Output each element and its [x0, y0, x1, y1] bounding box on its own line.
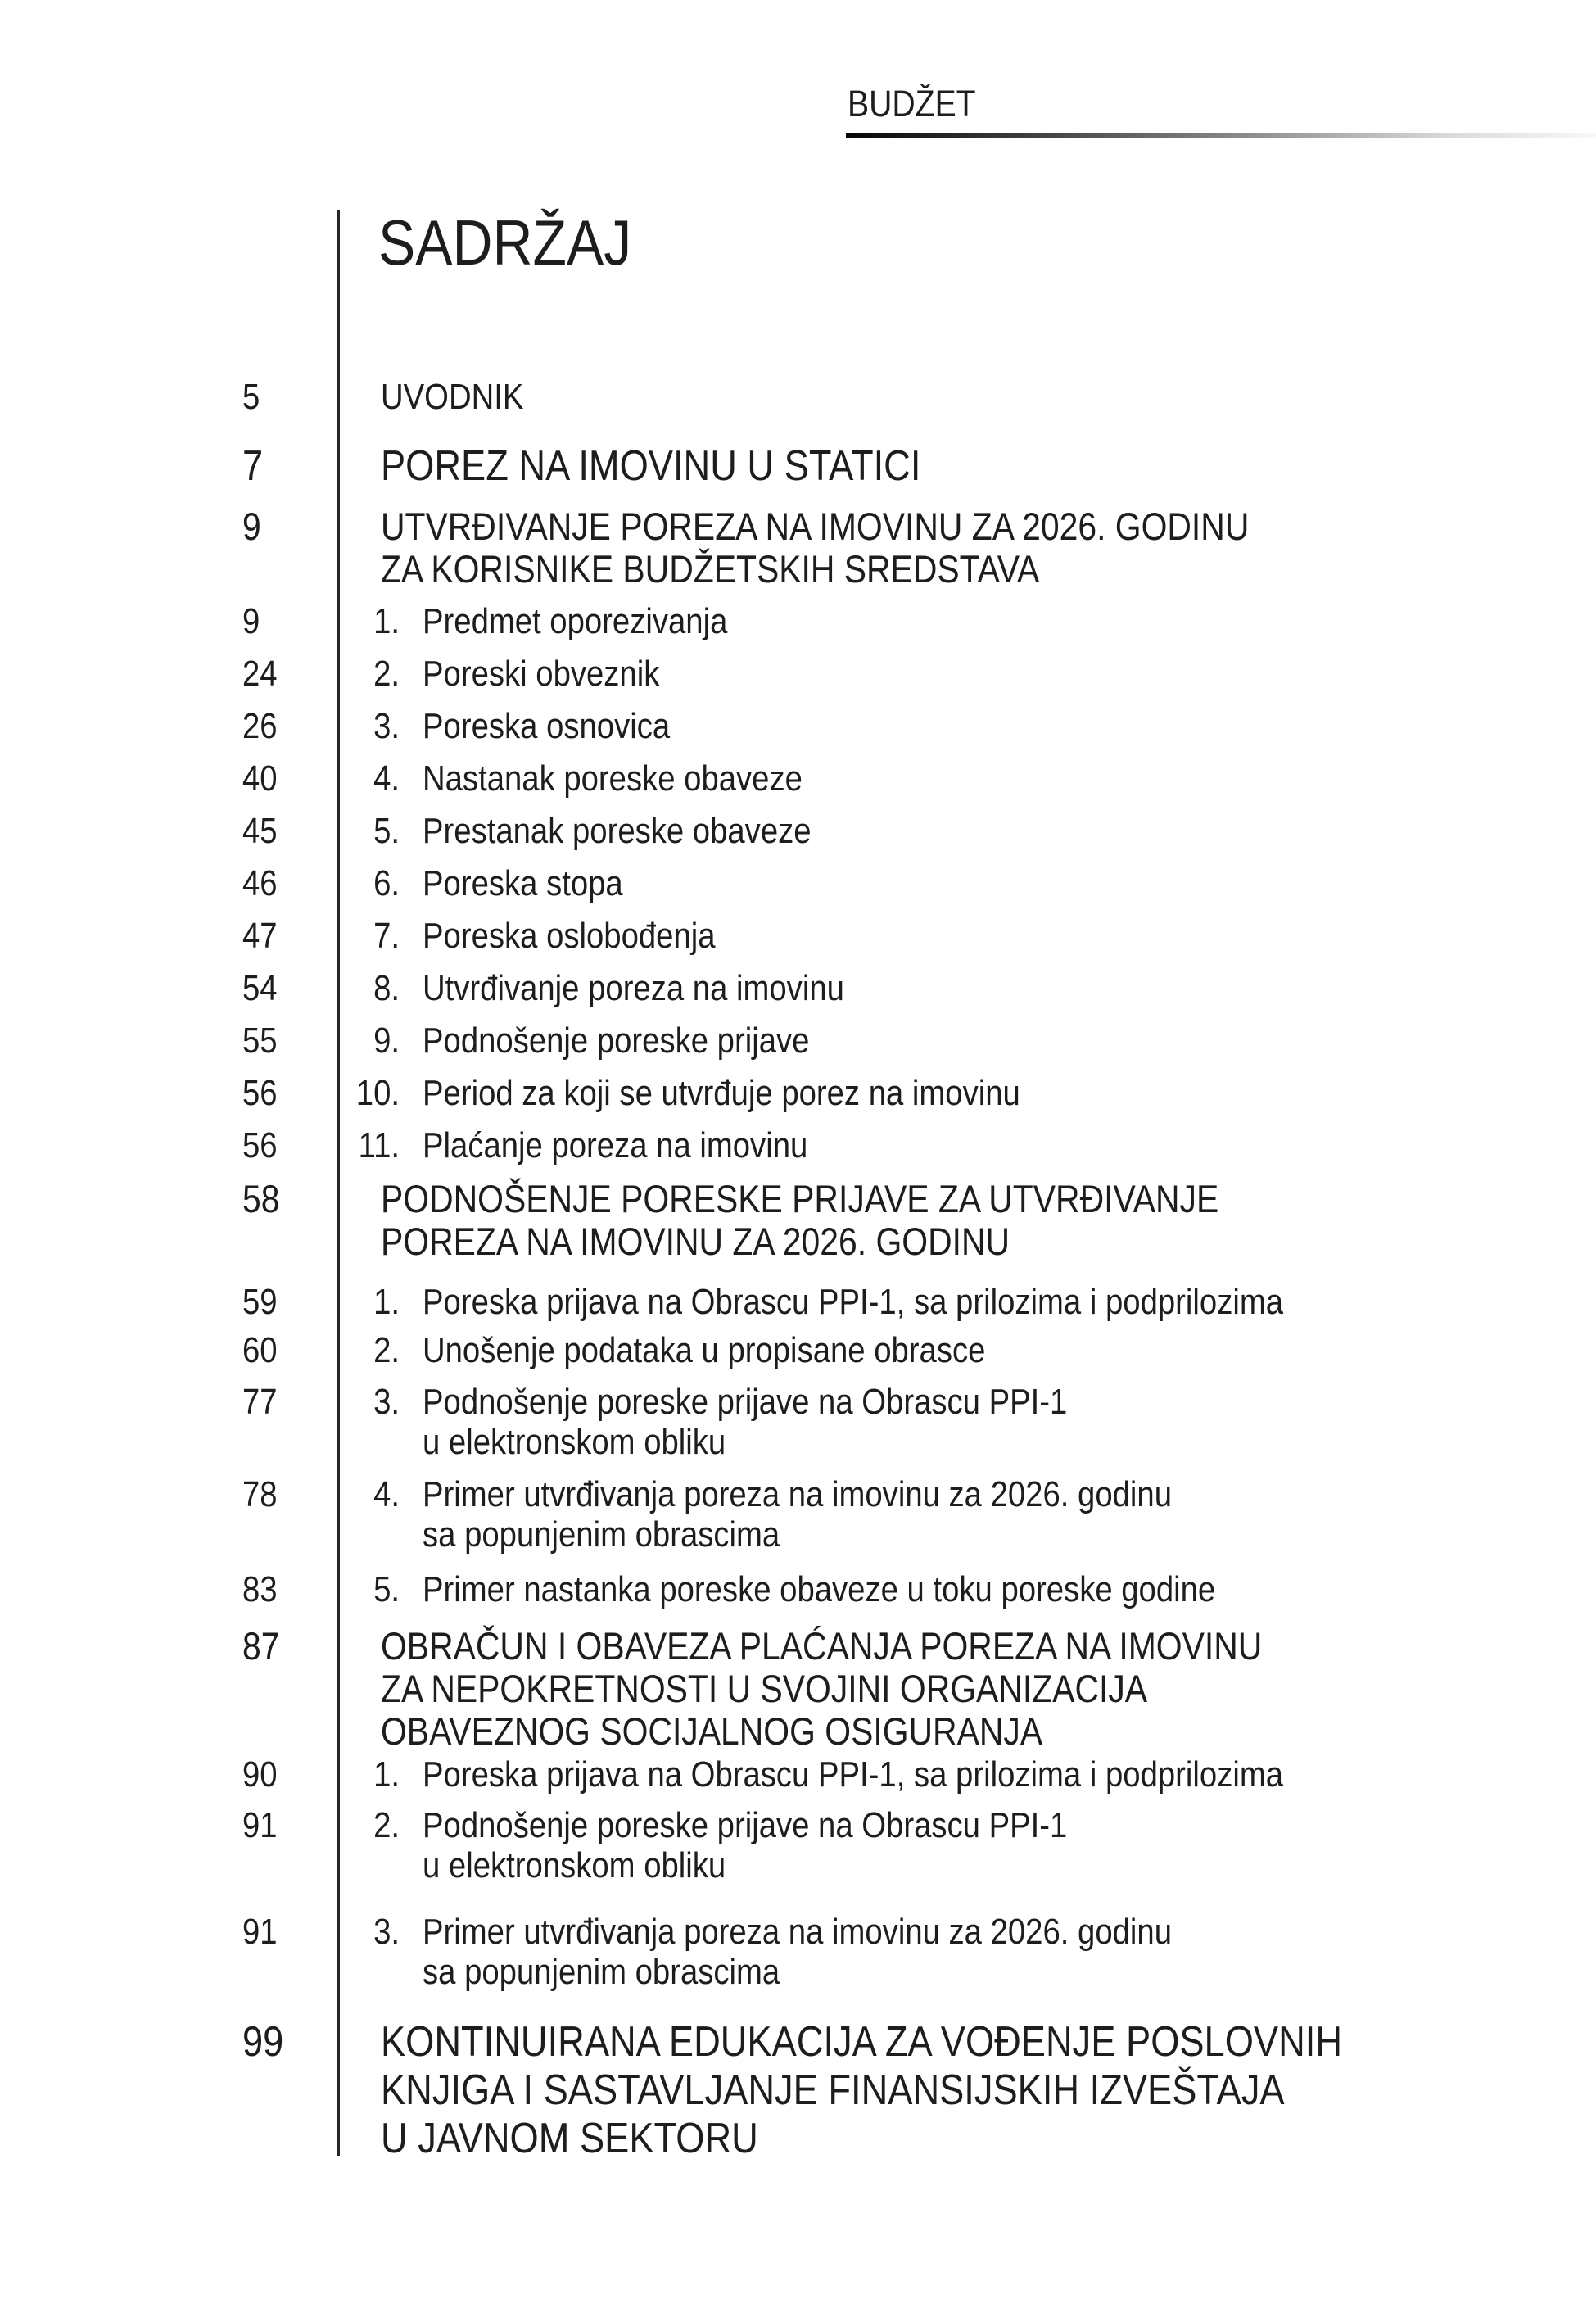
masthead-gradient-rule — [846, 133, 1596, 138]
toc-entry-text — [381, 442, 920, 491]
masthead-title: BUDŽET — [848, 83, 976, 124]
toc-entry-line: u elektronskom obliku — [423, 1422, 726, 1462]
toc-entry-line: sa popunjenim obrascima — [423, 1514, 780, 1555]
toc-entry-text — [423, 1021, 809, 1061]
toc-entry-page-number: 5 — [242, 377, 260, 417]
toc-entry-text — [423, 601, 727, 641]
toc-entry-item-number: 6. — [373, 863, 400, 903]
toc-entry-text — [423, 968, 844, 1008]
toc-entry-line: Utvrđivanje poreza na imovinu — [423, 968, 844, 1008]
toc-entry-line: Nastanak poreske obaveze — [423, 758, 803, 799]
toc-entry-line: Podnošenje poreske prijave na Obrascu PPI-1 — [423, 1805, 1068, 1845]
toc-entry-line: KONTINUIRANA EDUKACIJA ZA VOĐENJE POSLOVNIH — [381, 2018, 1342, 2066]
toc-entry-item-number: 1. — [373, 1282, 400, 1322]
toc-entry-line: Prestanak poreske obaveze — [423, 811, 812, 851]
toc-entry-line: Podnošenje poreske prijave na Obrascu PPI-1 — [423, 1382, 1068, 1422]
page-title: SADRŽAJ — [378, 206, 632, 278]
toc-entry-page-number: 46 — [242, 863, 278, 903]
toc-entry-page-number: 90 — [242, 1754, 278, 1795]
toc-entry-item-number: 3. — [373, 1382, 400, 1422]
toc-entry-text — [423, 1073, 1020, 1113]
toc-entry-item-number: 5. — [373, 811, 400, 851]
toc-entry-page-number: 9 — [242, 601, 260, 641]
toc-entry-line: ZA NEPOKRETNOSTI U SVOJINI ORGANIZACIJA — [381, 1667, 1148, 1710]
toc-entry-text — [423, 1805, 1067, 1885]
toc-entry-line: ZA KORISNIKE BUDŽETSKIH SREDSTAVA — [381, 547, 1040, 591]
toc-entry-line: U JAVNOM SEKTORU — [381, 2115, 758, 2162]
toc-entry-text — [423, 758, 803, 799]
toc-entry-line: OBRAČUN I OBAVEZA PLAĆANJA POREZA NA IMOVINU — [381, 1624, 1263, 1668]
toc-entry-line: UVODNIK — [381, 377, 524, 417]
toc-entry-text — [423, 1569, 1215, 1609]
toc-entry-page-number: 45 — [242, 811, 278, 851]
toc-entry-item-number: 2. — [373, 1330, 400, 1370]
toc-entry-item-number: 9. — [373, 1021, 400, 1061]
toc-entry-line: u elektronskom obliku — [423, 1845, 726, 1885]
toc-entry-line: POREZA NA IMOVINU ZA 2026. GODINU — [381, 1220, 1010, 1263]
toc-entry-text — [381, 2018, 1342, 2163]
toc-entry-line: sa popunjenim obrascima — [423, 1952, 780, 1992]
toc-entry-line: Poreski obveznik — [423, 654, 660, 694]
toc-entry-page-number: 87 — [242, 1624, 280, 1668]
toc-entry-page-number: 54 — [242, 968, 278, 1008]
toc-entry-line: Primer utvrđivanja poreza na imovinu za 2026. godinu — [423, 1912, 1172, 1952]
toc-entry-item-number: 3. — [373, 1912, 400, 1952]
toc-entry-line: OBAVEZNOG SOCIJALNOG OSIGURANJA — [381, 1709, 1043, 1753]
toc-entry-line: Podnošenje poreske prijave — [423, 1021, 810, 1061]
toc-entry-page-number: 60 — [242, 1330, 278, 1370]
toc-entry-item-number: 11. — [358, 1125, 400, 1166]
toc-entry-page-number: 99 — [242, 2018, 284, 2066]
toc-entry-page-number: 59 — [242, 1282, 278, 1322]
toc-entry-page-number: 78 — [242, 1474, 278, 1514]
toc-entry-page-number: 26 — [242, 706, 278, 746]
toc-entry-text — [423, 811, 812, 851]
toc-vertical-rule — [337, 210, 340, 2156]
toc-entry-text — [381, 1178, 1218, 1263]
toc-entry-line: UTVRĐIVANJE POREZA NA IMOVINU ZA 2026. GODINU — [381, 505, 1250, 548]
toc-entry-line: Poreska osnovica — [423, 706, 671, 746]
toc-entry-text — [381, 1625, 1262, 1753]
toc-entry-page-number: 9 — [242, 505, 261, 548]
toc-entry-line: POREZ NA IMOVINU U STATICI — [381, 442, 921, 490]
toc-entry-line: Primer nastanka poreske obaveze u toku poreske godine — [423, 1569, 1216, 1609]
toc-entry-item-number: 10. — [355, 1073, 400, 1113]
toc-entry-page-number: 47 — [242, 916, 278, 956]
toc-entry-text — [423, 1912, 1172, 1992]
toc-entry-page-number: 91 — [242, 1805, 278, 1845]
toc-entry-page-number: 24 — [242, 654, 278, 694]
toc-entry-item-number: 1. — [373, 601, 400, 641]
toc-entry-text — [423, 1330, 985, 1370]
toc-entry-page-number: 58 — [242, 1177, 280, 1220]
toc-entry-text — [381, 505, 1249, 591]
toc-entry-text — [423, 1754, 1283, 1795]
toc-entry-line: Poreska oslobođenja — [423, 916, 716, 956]
toc-entry-page-number: 55 — [242, 1021, 278, 1061]
toc-entry-item-number: 8. — [373, 968, 400, 1008]
toc-entry-page-number: 77 — [242, 1382, 278, 1422]
toc-entry-text — [423, 1282, 1283, 1322]
toc-entry-page-number: 56 — [242, 1073, 278, 1113]
toc-entry-line: Unošenje podataka u propisane obrasce — [423, 1330, 986, 1370]
toc-entry-item-number: 2. — [373, 1805, 400, 1845]
toc-entry-line: Poreska prijava na Obrascu PPI-1, sa prilozima i podprilozima — [423, 1754, 1284, 1795]
toc-entry-text — [381, 377, 523, 417]
toc-entry-text — [423, 1474, 1172, 1555]
toc-entry-item-number: 4. — [373, 758, 400, 799]
toc-entry-item-number: 7. — [373, 916, 400, 956]
toc-entry-line: Primer utvrđivanja poreza na imovinu za 2026. godinu — [423, 1474, 1172, 1514]
toc-entry-text — [423, 654, 659, 694]
toc-entry-line: Poreska stopa — [423, 863, 623, 903]
toc-entry-line: KNJIGA I SASTAVLJANJE FINANSIJSKIH IZVEŠTAJA — [381, 2066, 1285, 2114]
toc-entry-text — [423, 706, 670, 746]
toc-entry-item-number: 4. — [373, 1474, 400, 1514]
toc-entry-line: PODNOŠENJE PORESKE PRIJAVE ZA UTVRĐIVANJE — [381, 1177, 1219, 1220]
toc-entry-page-number: 91 — [242, 1912, 278, 1952]
toc-entry-page-number: 7 — [242, 442, 264, 490]
toc-entry-page-number: 83 — [242, 1569, 278, 1609]
toc-entry-item-number: 3. — [373, 706, 400, 746]
toc-entry-text — [423, 1125, 807, 1166]
toc-entry-line: Poreska prijava na Obrascu PPI-1, sa prilozima i podprilozima — [423, 1282, 1284, 1322]
toc-entry-item-number: 2. — [373, 654, 400, 694]
toc-entry-page-number: 56 — [242, 1125, 278, 1166]
toc-entry-text — [423, 863, 623, 903]
toc-entry-line: Predmet oporezivanja — [423, 601, 728, 641]
toc-entry-text — [423, 916, 716, 956]
toc-entry-item-number: 1. — [373, 1754, 400, 1795]
toc-entry-line: Plaćanje poreza na imovinu — [423, 1125, 808, 1166]
toc-entry-line: Period za koji se utvrđuje porez na imovinu — [423, 1073, 1020, 1113]
toc-entry-page-number: 40 — [242, 758, 278, 799]
toc-entry-text — [423, 1382, 1067, 1462]
toc-entry-item-number: 5. — [373, 1569, 400, 1609]
